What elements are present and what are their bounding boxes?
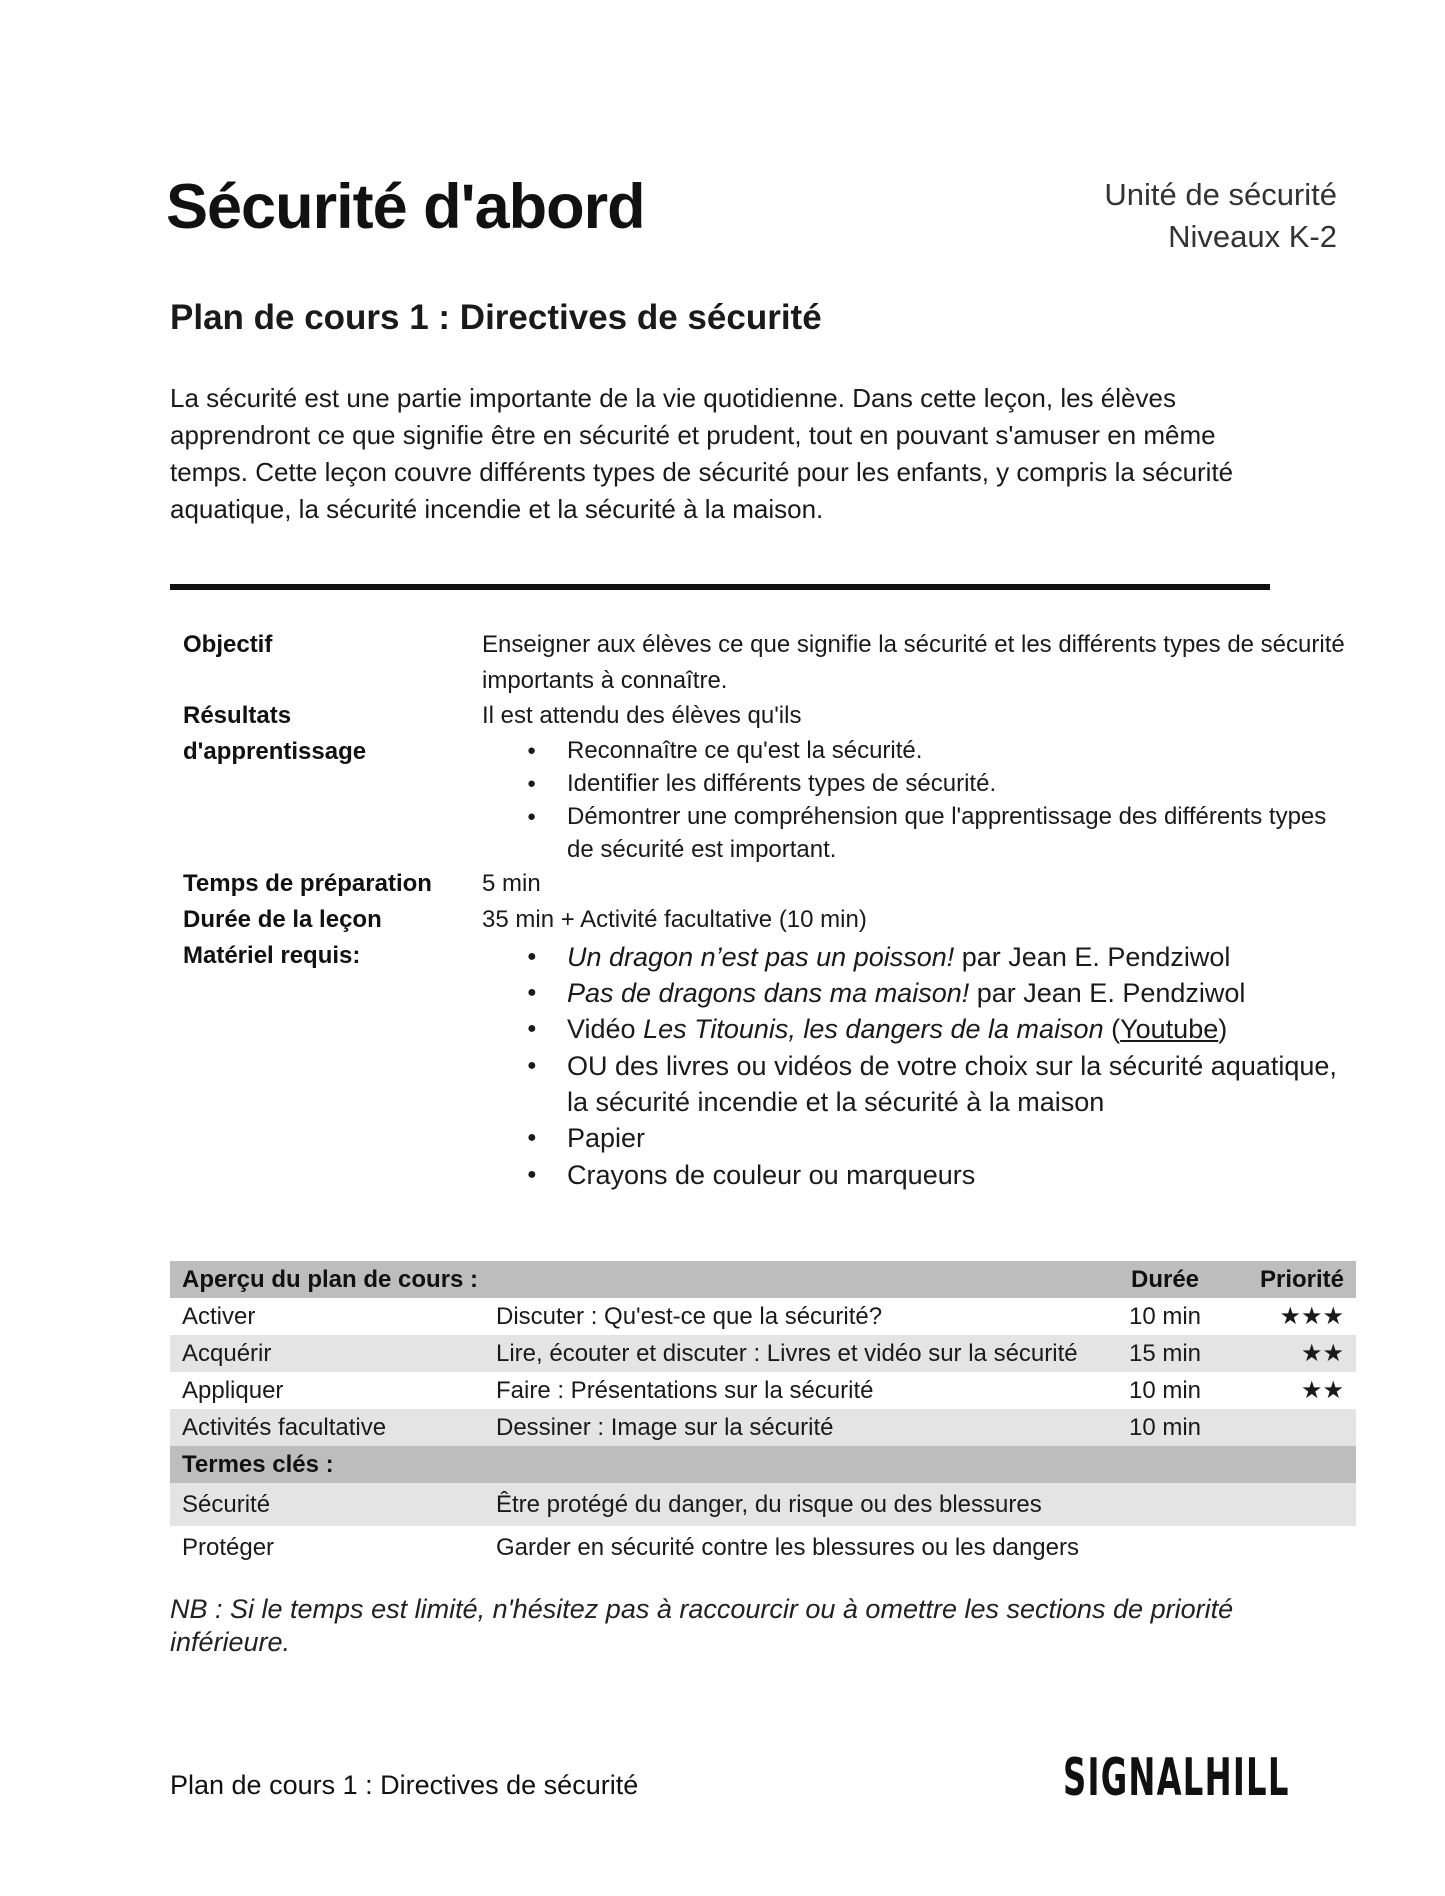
priority-header: Priorité bbox=[1232, 1261, 1356, 1298]
priority-stars bbox=[1232, 1409, 1356, 1446]
duration-label: Durée de la leçon bbox=[183, 906, 382, 933]
priority-stars: ★★ bbox=[1232, 1372, 1356, 1409]
activity-cell: Lire, écouter et discuter : Livres et vidéo sur la sécurité bbox=[484, 1335, 1098, 1372]
outcome-item: ● Identifier les différents types de sécurité. bbox=[527, 767, 1347, 800]
activity-cell: Dessiner : Image sur la sécurité bbox=[484, 1409, 1098, 1446]
outcomes-label-line2: d'apprentissage bbox=[183, 738, 367, 765]
objective-text: Enseigner aux élèves ce que signifie la sécurité et les différents types de sécurité importants à connaître. bbox=[482, 631, 1345, 694]
footer-text: Plan de cours 1 : Directives de sécurité bbox=[170, 1770, 639, 1800]
key-terms-header-row bbox=[170, 1446, 1356, 1483]
activity-cell: Discuter : Qu'est-ce que la sécurité? bbox=[484, 1298, 1098, 1335]
material-item: ● OU des livres ou vidéos de votre choix sur la sécurité aquatique, la sécurité incendie et la sécurité à la maison bbox=[527, 1048, 1347, 1120]
youtube-link[interactable]: Youtube bbox=[1120, 1014, 1219, 1044]
divider bbox=[170, 584, 1270, 590]
duration-cell: 10 min bbox=[1098, 1298, 1232, 1335]
duration-header: Durée bbox=[1098, 1261, 1232, 1298]
priority-stars: ★★ bbox=[1232, 1335, 1356, 1372]
time-note: NB : Si le temps est limité, n'hésitez pas à raccourcir ou à omettre les sections de priorité inférieure. bbox=[170, 1594, 1234, 1657]
table-row bbox=[170, 1335, 1356, 1372]
material-item: ● Vidéo Les Titounis, les dangers de la maison (Youtube) bbox=[527, 1011, 1347, 1047]
definition-cell: Être protégé du danger, du risque ou des blessures bbox=[484, 1483, 1356, 1526]
table-row bbox=[170, 1372, 1356, 1409]
phase-cell: Appliquer bbox=[170, 1372, 484, 1409]
term-row bbox=[170, 1526, 1356, 1569]
material-item: ● Crayons de couleur ou marqueurs bbox=[527, 1157, 1347, 1193]
signalhill-logo: SIGNALHILL bbox=[1063, 1748, 1290, 1808]
lesson-overview-table bbox=[170, 1261, 1356, 1569]
table-header-row bbox=[170, 1261, 1356, 1298]
term-cell: Sécurité bbox=[170, 1483, 484, 1526]
key-terms-label: Termes clés : bbox=[170, 1446, 1356, 1483]
material-item: ● Papier bbox=[527, 1120, 1347, 1156]
table-row bbox=[170, 1298, 1356, 1335]
prep-time-label: Temps de préparation bbox=[183, 870, 432, 897]
outcomes-intro: Il est attendu des élèves qu'ils bbox=[482, 702, 802, 729]
term-cell: Protéger bbox=[170, 1526, 484, 1569]
definition-cell: Garder en sécurité contre les blessures ou les dangers bbox=[484, 1526, 1356, 1569]
lesson-intro: La sécurité est une partie importante de la vie quotidienne. Dans cette leçon, les élèves apprendront ce que signifie être en sécurité et prudent, tout en pouvant s'amuser en même temps. Cette leçon couvre différents types de sécurité pour les enfants, y compris la sécurité aquatique, la sécurité incendie et la sécurité à la maison. bbox=[170, 383, 1234, 524]
table-row bbox=[170, 1409, 1356, 1446]
grade-levels: Niveaux K-2 bbox=[1168, 219, 1337, 254]
term-row bbox=[170, 1483, 1356, 1526]
prep-time-value: 5 min bbox=[482, 870, 541, 897]
activity-cell: Faire : Présentations sur la sécurité bbox=[484, 1372, 1098, 1409]
material-item: ● Pas de dragons dans ma maison! par Jean E. Pendziwol bbox=[527, 975, 1347, 1011]
outcome-item: ● Reconnaître ce qu'est la sécurité. bbox=[527, 734, 1347, 767]
duration-cell: 10 min bbox=[1098, 1372, 1232, 1409]
page-title: Sécurité d'abord bbox=[166, 172, 645, 242]
outcome-item: ● Démontrer une compréhension que l'apprentissage des différents types de sécurité est important. bbox=[527, 800, 1357, 866]
outcomes-label bbox=[183, 698, 366, 770]
material-item: ● Un dragon n’est pas un poisson! par Jean E. Pendziwol bbox=[527, 939, 1347, 975]
phase-cell: Acquérir bbox=[170, 1335, 484, 1372]
phase-cell: Activer bbox=[170, 1298, 484, 1335]
objective-label: Objectif bbox=[183, 631, 273, 658]
priority-stars: ★★★ bbox=[1232, 1298, 1356, 1335]
unit-info bbox=[1104, 174, 1337, 258]
materials-label: Matériel requis: bbox=[183, 942, 361, 969]
duration-cell: 15 min bbox=[1098, 1335, 1232, 1372]
phase-cell: Activités facultative bbox=[170, 1409, 484, 1446]
unit-name: Unité de sécurité bbox=[1104, 177, 1337, 212]
duration-value: 35 min + Activité facultative (10 min) bbox=[482, 906, 867, 933]
duration-cell: 10 min bbox=[1098, 1409, 1232, 1446]
overview-header-label: Aperçu du plan de cours : bbox=[170, 1261, 1098, 1298]
outcomes-label-line1: Résultats bbox=[183, 702, 292, 729]
lesson-title: Plan de cours 1 : Directives de sécurité bbox=[170, 298, 822, 337]
